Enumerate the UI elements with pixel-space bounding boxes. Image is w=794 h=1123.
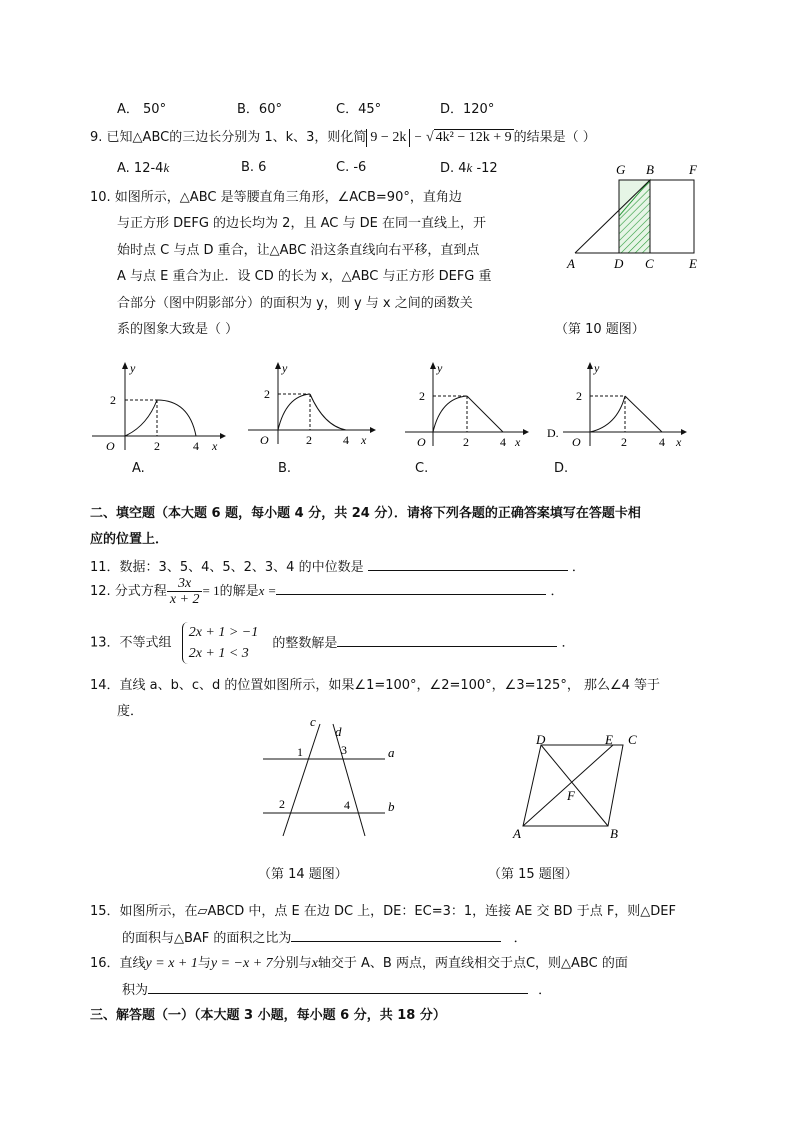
q8-option-c: C．45° — [336, 102, 382, 117]
q13-prefix: 13．不等式组 — [90, 635, 172, 651]
q10-label-g: G — [616, 162, 626, 177]
q10-graph-d-label: D. — [554, 461, 569, 476]
q10-graph-a-label: A. — [132, 461, 145, 476]
q13-answer-blank[interactable] — [337, 633, 557, 647]
q12-end: ． — [550, 584, 564, 599]
q10-graph-b-label: B. — [278, 461, 292, 476]
graph-a-curve-rise — [125, 400, 157, 436]
q10-figure — [560, 158, 710, 276]
graph-d-label-4: 4 — [659, 435, 665, 449]
question-12 — [90, 576, 564, 607]
q10-line-6: 系的图象大致是（ ） — [117, 322, 239, 337]
graph-d-curve-rise — [590, 396, 625, 432]
q14-label-b: b — [388, 799, 395, 814]
graph-b-curve-rise — [278, 394, 310, 430]
q15-line-2: 的面积与△BAF 的面积之比为 — [122, 931, 292, 946]
q15-diagonal-bd — [541, 745, 608, 826]
graph-b-label-y: y — [282, 361, 288, 375]
graph-d-label-x: x — [676, 435, 682, 449]
q10-label-c: C — [645, 256, 654, 271]
q8-option-d: D．120° — [440, 102, 495, 117]
q14-figure-caption: （第 14 题图） — [258, 867, 348, 882]
q8-option-a: A． 50° — [117, 102, 167, 117]
q16-prefix: 16．直线 — [90, 956, 146, 971]
q10-line-1: 10. 如图所示，△ABC 是等腰直角三角形，∠ACB=90°，直角边 — [90, 190, 462, 205]
q15-figure-caption: （第 15 题图） — [488, 867, 578, 882]
q9-number: 9. — [90, 130, 103, 145]
graph-a-label-y: y — [130, 361, 136, 375]
q10-line-3: 始时点 C 与点 D 重合，让△ABC 沿这条直线向右平移，直到点 — [117, 243, 480, 258]
graph-b-label-2y: 2 — [264, 387, 270, 401]
graph-d-y-arrow — [587, 362, 593, 369]
graph-b-label-o: O — [260, 433, 269, 447]
q15-parallelogram — [523, 745, 623, 826]
q10-label-a: A — [567, 256, 575, 271]
graph-d-label-y: y — [594, 361, 600, 375]
q16-equation-1: y = x + 1 — [145, 956, 198, 971]
graph-a-label-2y: 2 — [110, 393, 116, 407]
q11-end: ． — [571, 560, 585, 575]
q15-label-c: C — [628, 732, 637, 747]
q16-mid-1: 与 — [197, 956, 211, 971]
q13-suffix: 的整数解是 — [272, 635, 338, 651]
q10-graph-c-label: C. — [415, 461, 429, 476]
q9-square-root: √ 4k² − 12k + 9 — [425, 129, 512, 145]
graph-c-label-y: y — [437, 361, 443, 375]
graph-b-curve-fall — [310, 394, 346, 430]
graph-a-label-x: x — [212, 439, 218, 453]
graph-a-label-4: 4 — [193, 439, 199, 453]
graph-d-label-o: O — [572, 435, 581, 449]
question-9 — [90, 126, 596, 147]
question-16 — [90, 952, 628, 972]
graph-c-y-arrow — [430, 362, 436, 369]
graph-d-label-2x: 2 — [621, 435, 627, 449]
q14-angle-2: 2 — [279, 797, 285, 811]
q14-angle-1: 1 — [297, 745, 303, 759]
graph-c-line-fall — [467, 396, 503, 432]
q14-angle-4: 4 — [344, 798, 350, 812]
q14-label-c: c — [310, 714, 316, 729]
q12-fraction — [167, 576, 203, 607]
q16-rest: 轴交于 A、B 两点，两直线相交于点C，则△ABC 的面 — [317, 956, 628, 971]
q9-radicand: 4k² − 12k + 9 — [435, 129, 512, 145]
q10-graph-c — [405, 360, 545, 455]
q11-answer-blank[interactable] — [368, 557, 568, 571]
q10-line-2: 与正方形 DEFG 的边长均为 2，且 AC 与 DE 在同一直线上，开 — [117, 216, 486, 231]
q15-label-d: D — [536, 732, 546, 747]
q9-option-a-text: A. 12-4 — [117, 161, 164, 176]
q14-label-a: a — [388, 745, 395, 760]
graph-c-label-2y: 2 — [419, 389, 425, 403]
q14-line-c — [283, 724, 320, 836]
graph-b-label-4: 4 — [343, 433, 349, 447]
q12-var: x = — [258, 583, 277, 598]
q16-x-var: x — [311, 956, 318, 971]
q12-prefix: 12. 分式方程 — [90, 584, 167, 599]
q14-line-1: 14．直线 a、b、c、d 的位置如图所示，如果∠1=100°，∠2=100°，∠3=125°， 那么∠4 等于 — [90, 678, 661, 693]
graph-c-label-o: O — [417, 435, 426, 449]
graph-a-x-arrow — [220, 433, 226, 439]
graph-c-label-4: 4 — [500, 435, 506, 449]
q15-answer-blank[interactable] — [291, 928, 501, 942]
graph-d-x-arrow — [681, 429, 687, 435]
q13-inequality-1: 2x + 1 > −1 — [188, 625, 259, 640]
graph-b-label-2x: 2 — [306, 433, 312, 447]
q15-end: ． — [513, 931, 527, 946]
q10-line-5: 合部分（图中阴影部分）的面积为 y，则 y 与 x 之间的函数关 — [117, 296, 473, 311]
q16-equation-2: y = −x + 7 — [210, 956, 273, 971]
q9-option-d-var: k — [466, 160, 473, 175]
graph-b-y-arrow — [275, 362, 281, 369]
q9-option-d-tail: -12 — [472, 161, 498, 176]
q11-text: 11．数据：3、5、4、5、2、3、4 的中位数是 — [90, 560, 364, 575]
q16-mid-2: 分别与 — [272, 956, 312, 971]
q12-equals: = 1的解是 — [202, 583, 259, 598]
graph-c-label-x: x — [515, 435, 521, 449]
q13-inequality-2: 2x + 1 < 3 — [188, 646, 249, 661]
q14-figure — [255, 712, 405, 837]
q15-line-2-wrap — [122, 927, 527, 946]
q14-line-d — [333, 724, 365, 836]
q9-option-a-var: k — [163, 160, 170, 175]
q12-numerator: 3x — [167, 576, 203, 592]
q9-option-d-text: D. 4 — [440, 161, 467, 176]
q10-line-4: A 与点 E 重合为止．设 CD 的长为 x，△ABC 与正方形 DEFG 重 — [117, 269, 492, 284]
q14-angle-3: 3 — [341, 743, 347, 757]
q9-option-a — [117, 160, 169, 176]
section-2-heading-line-1: 二、填空题（本大题 6 题，每小题 4 分，共 24 分）．请将下列各题的正确答案填写在答题卡相 — [90, 506, 641, 521]
q15-line-1: 15．如图所示，在▱ABCD 中，点 E 在边 DC 上，DE：EC=3：1，连接 AE 交 BD 于点 F，则△DEF — [90, 904, 676, 919]
graph-a-label-2x: 2 — [154, 439, 160, 453]
graph-d-line-fall — [625, 396, 662, 432]
q8-option-b: B．60° — [237, 102, 282, 117]
q13-system — [182, 622, 259, 664]
graph-b-x-arrow — [370, 427, 376, 433]
q13-end: ． — [561, 635, 575, 651]
graph-b-label-x: x — [361, 433, 367, 447]
q10-figure-caption: （第 10 题图） — [555, 322, 645, 337]
q12-denominator: x + 2 — [169, 592, 200, 607]
graph-a-y-arrow — [122, 362, 128, 369]
q16-end: ． — [538, 983, 552, 998]
q16-line-2-wrap — [122, 979, 551, 998]
q15-label-f: F — [567, 788, 575, 803]
q16-line-2: 积为 — [122, 983, 149, 998]
graph-a-label-o: O — [106, 439, 115, 453]
question-11 — [90, 556, 585, 575]
q10-label-d: D — [614, 256, 624, 271]
q9-minus: − — [414, 129, 422, 144]
q10-label-b: B — [646, 162, 654, 177]
q15-label-e: E — [605, 732, 613, 747]
section-2-heading-line-2: 应的位置上． — [90, 532, 169, 547]
section-3-heading: 三、解答题（一）（本大题 3 小题，每小题 6 分，共 18 分） — [90, 1008, 446, 1023]
q14-label-d: d — [335, 724, 342, 739]
q15-label-b: B — [610, 826, 618, 841]
graph-c-curve-rise — [433, 396, 467, 432]
graph-a-curve-fall — [157, 400, 196, 436]
q10-graph-a — [92, 360, 232, 455]
q9-text-after: 的结果是（ ） — [513, 130, 596, 145]
graph-c-x-arrow — [523, 429, 529, 435]
q10-graph-b — [248, 360, 388, 455]
q9-option-b: B. 6 — [241, 160, 267, 175]
q10-label-f: F — [689, 162, 697, 177]
q9-absolute-value: 9 − 2k — [366, 129, 410, 147]
graph-c-label-2x: 2 — [463, 435, 469, 449]
q15-label-a: A — [513, 826, 521, 841]
q15-segment-ae — [523, 745, 613, 826]
q16-answer-blank[interactable] — [148, 980, 528, 994]
q9-text: 已知△ABC的三边长分别为 1、k、3，则化简 — [106, 130, 367, 145]
q9-option-d — [440, 160, 498, 176]
q10-label-e: E — [689, 256, 697, 271]
question-13 — [90, 622, 575, 664]
q15-figure — [505, 732, 655, 842]
graph-d-label-2y: 2 — [576, 389, 582, 403]
q9-option-c: C. -6 — [336, 160, 367, 175]
graph-d-inline-label: D. — [547, 426, 559, 440]
q10-graph-d — [545, 360, 695, 455]
q14-line-2: 度． — [117, 704, 144, 719]
q12-answer-blank[interactable] — [276, 581, 546, 595]
